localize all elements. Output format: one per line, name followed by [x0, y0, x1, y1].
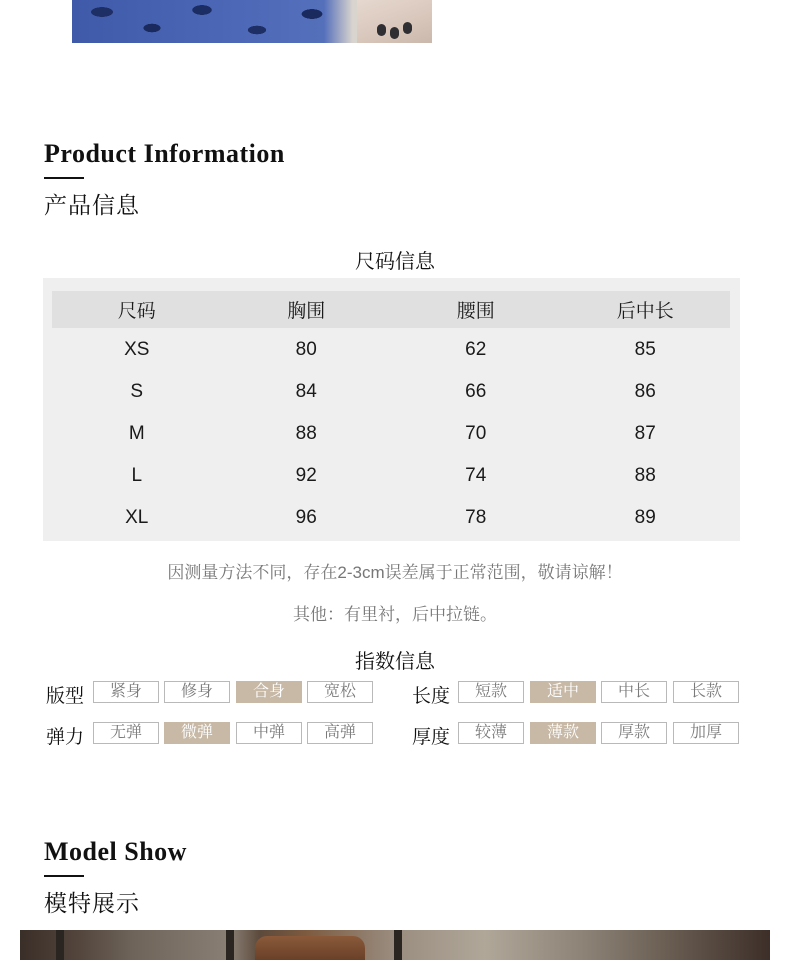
- fit-option-tight: 紧身: [93, 681, 159, 703]
- header-waist: 腰围: [456, 301, 495, 322]
- model-photo: [20, 930, 770, 960]
- length-cell: 85: [634, 339, 656, 360]
- table-row: [52, 461, 730, 491]
- measurement-note: 因测量方法不同，存在2-3cm误差属于正常范围，敬请谅解！: [167, 563, 623, 582]
- elasticity-option-none: 无弹: [93, 722, 159, 744]
- thickness-option-thinner: 较薄: [458, 722, 524, 744]
- size-cell: L: [131, 465, 143, 486]
- elasticity-option-high: 高弹: [307, 722, 373, 744]
- size-cell: S: [130, 381, 144, 402]
- thickness-option-thin: 薄款: [530, 722, 596, 744]
- size-cell: XL: [125, 507, 149, 528]
- table-row: [52, 503, 730, 533]
- product-info-title-cn: 产品信息: [44, 192, 140, 218]
- waist-cell: 66: [465, 381, 487, 402]
- waist-cell: 78: [465, 507, 487, 528]
- bust-cell: 84: [295, 381, 317, 402]
- model-hand-image: [357, 0, 432, 43]
- header-back-length: 后中长: [616, 301, 674, 322]
- model-show-title-cn: 模特展示: [44, 890, 140, 916]
- size-table-title: 尺码信息: [355, 251, 435, 273]
- fit-label: 版型: [46, 686, 85, 707]
- product-info-rule: [44, 177, 84, 179]
- model-show-title-en: Model Show: [44, 837, 187, 866]
- fit-option-regular: 合身: [236, 681, 302, 703]
- length-option-long: 长款: [673, 681, 739, 703]
- length-cell: 86: [634, 381, 656, 402]
- elasticity-option-slight: 微弹: [164, 722, 230, 744]
- waist-cell: 74: [465, 465, 487, 486]
- length-option-medium: 适中: [530, 681, 596, 703]
- table-row: [52, 377, 730, 407]
- header-bust: 胸围: [287, 301, 326, 322]
- model-show-rule: [44, 875, 84, 877]
- product-photo-top: [72, 0, 432, 43]
- table-row: [52, 335, 730, 365]
- length-option-short: 短款: [458, 681, 524, 703]
- thickness-option-thick: 厚款: [601, 722, 667, 744]
- waist-cell: 62: [465, 339, 487, 360]
- header-size: 尺码: [117, 301, 156, 322]
- size-table: [43, 278, 740, 541]
- length-cell: 87: [634, 423, 656, 444]
- length-cell: 89: [634, 507, 656, 528]
- size-cell: XS: [124, 339, 150, 360]
- length-label: 长度: [412, 686, 451, 707]
- product-info-title-en: Product Information: [44, 139, 285, 168]
- fit-option-loose: 宽松: [307, 681, 373, 703]
- other-note: 其他：有里衬，后中拉链。: [293, 605, 497, 624]
- index-info-title: 指数信息: [355, 651, 435, 673]
- length-cell: 88: [634, 465, 656, 486]
- size-table-header: [52, 291, 730, 328]
- table-row: [52, 419, 730, 449]
- size-cell: M: [128, 423, 145, 444]
- bust-cell: 88: [295, 423, 317, 444]
- elasticity-label: 弹力: [46, 727, 85, 748]
- waist-cell: 70: [465, 423, 487, 444]
- thickness-label: 厚度: [412, 727, 451, 748]
- length-option-midlong: 中长: [601, 681, 667, 703]
- bust-cell: 80: [295, 339, 317, 360]
- bust-cell: 92: [295, 465, 317, 486]
- elasticity-option-medium: 中弹: [236, 722, 302, 744]
- bust-cell: 96: [295, 507, 317, 528]
- thickness-option-extra-thick: 加厚: [673, 722, 739, 744]
- fit-option-slim: 修身: [164, 681, 230, 703]
